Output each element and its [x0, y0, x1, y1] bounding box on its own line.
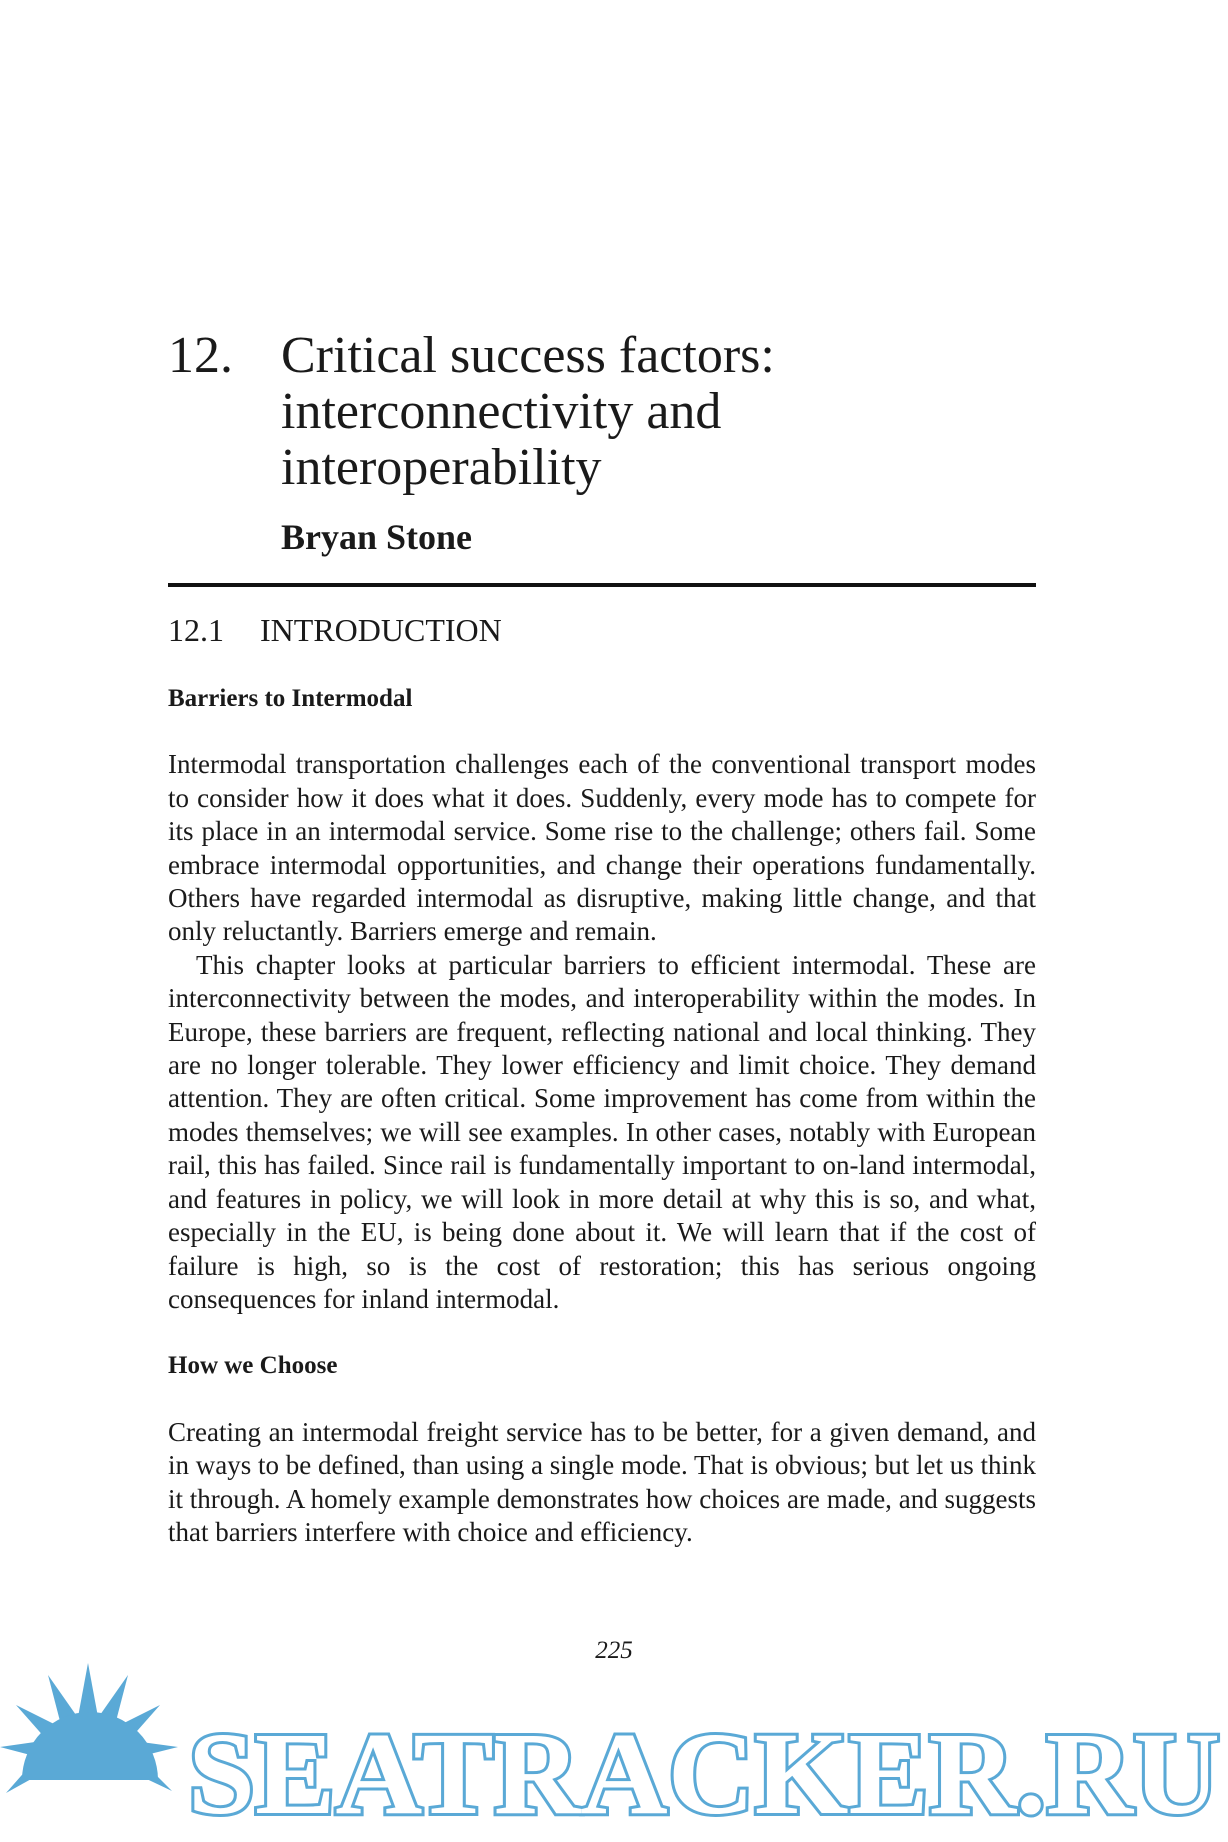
paragraph: Intermodal transportation challenges each of the conventional transport modes to consider how it does what it does. Suddenly, every mode has to compete for its place in an intermodal service. Some rise to the challenge; others fail. Some embrace intermodal opportunities, and change their operations fundamentally. Others have regarded intermodal as disruptive, making little change, and that only reluctantly. Barriers emerge and remain. — [168, 749, 1036, 947]
chapter-title-line: interoperability — [281, 439, 602, 496]
body-text — [168, 682, 1036, 1549]
heading-rule — [168, 583, 1036, 587]
watermark-text: SEATRACKER.RU — [188, 1708, 1220, 1839]
section-number: 12.1 — [168, 612, 224, 648]
subsection-heading: Barriers to Intermodal — [168, 685, 413, 712]
section-heading — [168, 612, 502, 649]
paragraph: Creating an intermodal freight service has to be better, for a given demand, and in ways to be defined, than using a single mode. That is obvious; but let us think it through. A homely example demonstrates how choices are made, and suggests that barriers interfere with choice and efficiency. — [168, 1416, 1036, 1547]
paragraph: This chapter looks at particular barriers to efficient intermodal. These are interconnectivity between the modes, and interoperability within the modes. In Europe, these barriers are frequent, reflecting national and local thinking. They are no longer tolerable. They lower efficiency and limit choice. They demand attention. They are often critical. Some improvement has come from within the modes themselves; we will see examples. In other cases, notably with European rail, this has failed. Since rail is fundamentally important to on-land intermodal, and features in policy, we will look in more detail at why this is so, and what, especially in the EU, is being done about it. We will learn that if the cost of failure is high, so is the cost of restoration; this has serious ongoing consequences for inland intermodal. — [168, 949, 1036, 1314]
watermark — [0, 1655, 1228, 1842]
chapter-title — [281, 328, 1041, 496]
chapter-title-line: Critical success factors: — [281, 327, 775, 384]
section-title: INTRODUCTION — [260, 612, 502, 648]
chapter-title-line: interconnectivity and — [281, 383, 722, 440]
chapter-number: 12. — [168, 327, 233, 384]
sun-burst-icon — [0, 1663, 178, 1793]
page-number: 225 — [595, 1637, 633, 1664]
subsection-heading: How we Choose — [168, 1352, 338, 1380]
chapter-author: Bryan Stone — [281, 517, 473, 557]
